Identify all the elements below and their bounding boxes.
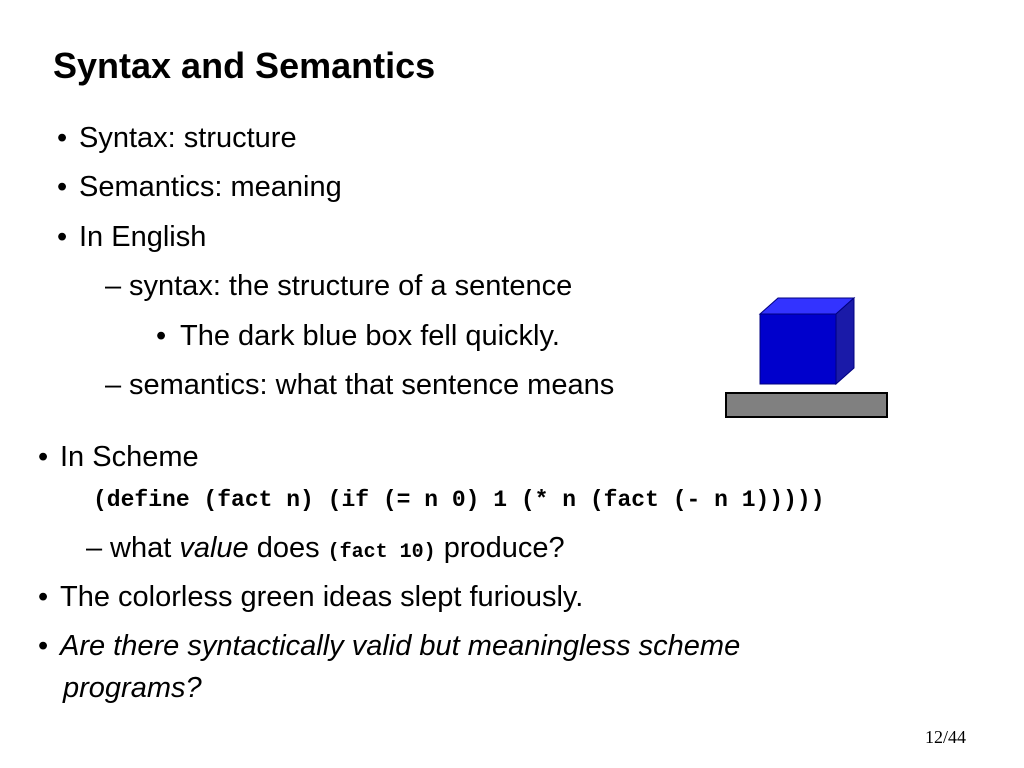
- bullet-text: In Scheme: [60, 441, 199, 473]
- sub-sub-item-text: The dark blue box fell quickly.: [180, 320, 560, 352]
- bullet-text: Semantics: meaning: [79, 171, 342, 203]
- box-front-face: [760, 314, 836, 384]
- bullet-glyph: •: [38, 441, 49, 473]
- text-what: what: [110, 532, 180, 564]
- bullet-glyph: •: [38, 581, 49, 613]
- page-number: 12/44: [924, 727, 966, 747]
- sub-item-english-syntax: [105, 269, 572, 303]
- scheme-code: (define (fact n) (if (= n 0) 1 (* n (fact (- n 1))))): [93, 487, 825, 513]
- text-produce: produce?: [435, 532, 565, 564]
- sub-item-text: semantics: what that sentence means: [129, 369, 615, 401]
- bullet-question: [38, 629, 740, 663]
- platform: [726, 393, 887, 417]
- text-does: does: [248, 532, 328, 564]
- bullet-glyph: •: [57, 221, 68, 253]
- bullet-glyph: •: [57, 171, 68, 203]
- sub-item-text: syntax: the structure of a sentence: [129, 270, 573, 302]
- bullet-text: Are there syntactically valid but meaningless scheme: [60, 630, 741, 662]
- bullet-syntax: [57, 121, 297, 155]
- bullet-text: The colorless green ideas slept furiously.: [60, 581, 584, 613]
- blue-box-illustration: [720, 292, 892, 422]
- bullet-colorless: [38, 580, 583, 614]
- bullet-text: In English: [79, 221, 207, 253]
- slide-title: Syntax and Semantics: [53, 45, 436, 86]
- sub-sub-item-example: [156, 319, 560, 353]
- bullet-glyph: •: [156, 320, 167, 352]
- bullet-scheme: [38, 440, 199, 474]
- bullet-question-continued: programs?: [63, 672, 202, 704]
- bullet-semantics: [57, 170, 342, 204]
- dash-glyph: –: [105, 369, 122, 401]
- dash-glyph: –: [105, 270, 122, 302]
- bullet-english: [57, 220, 206, 254]
- text-value-italic: value: [179, 532, 249, 564]
- bullet-glyph: •: [57, 122, 68, 154]
- inline-code-fact: (fact 10): [327, 541, 436, 564]
- bullet-glyph: •: [38, 630, 49, 662]
- sub-item-english-semantics: [105, 368, 614, 402]
- dash-glyph: –: [86, 532, 103, 564]
- sub-item-what-value: [86, 531, 565, 570]
- bullet-text: Syntax: structure: [79, 122, 297, 154]
